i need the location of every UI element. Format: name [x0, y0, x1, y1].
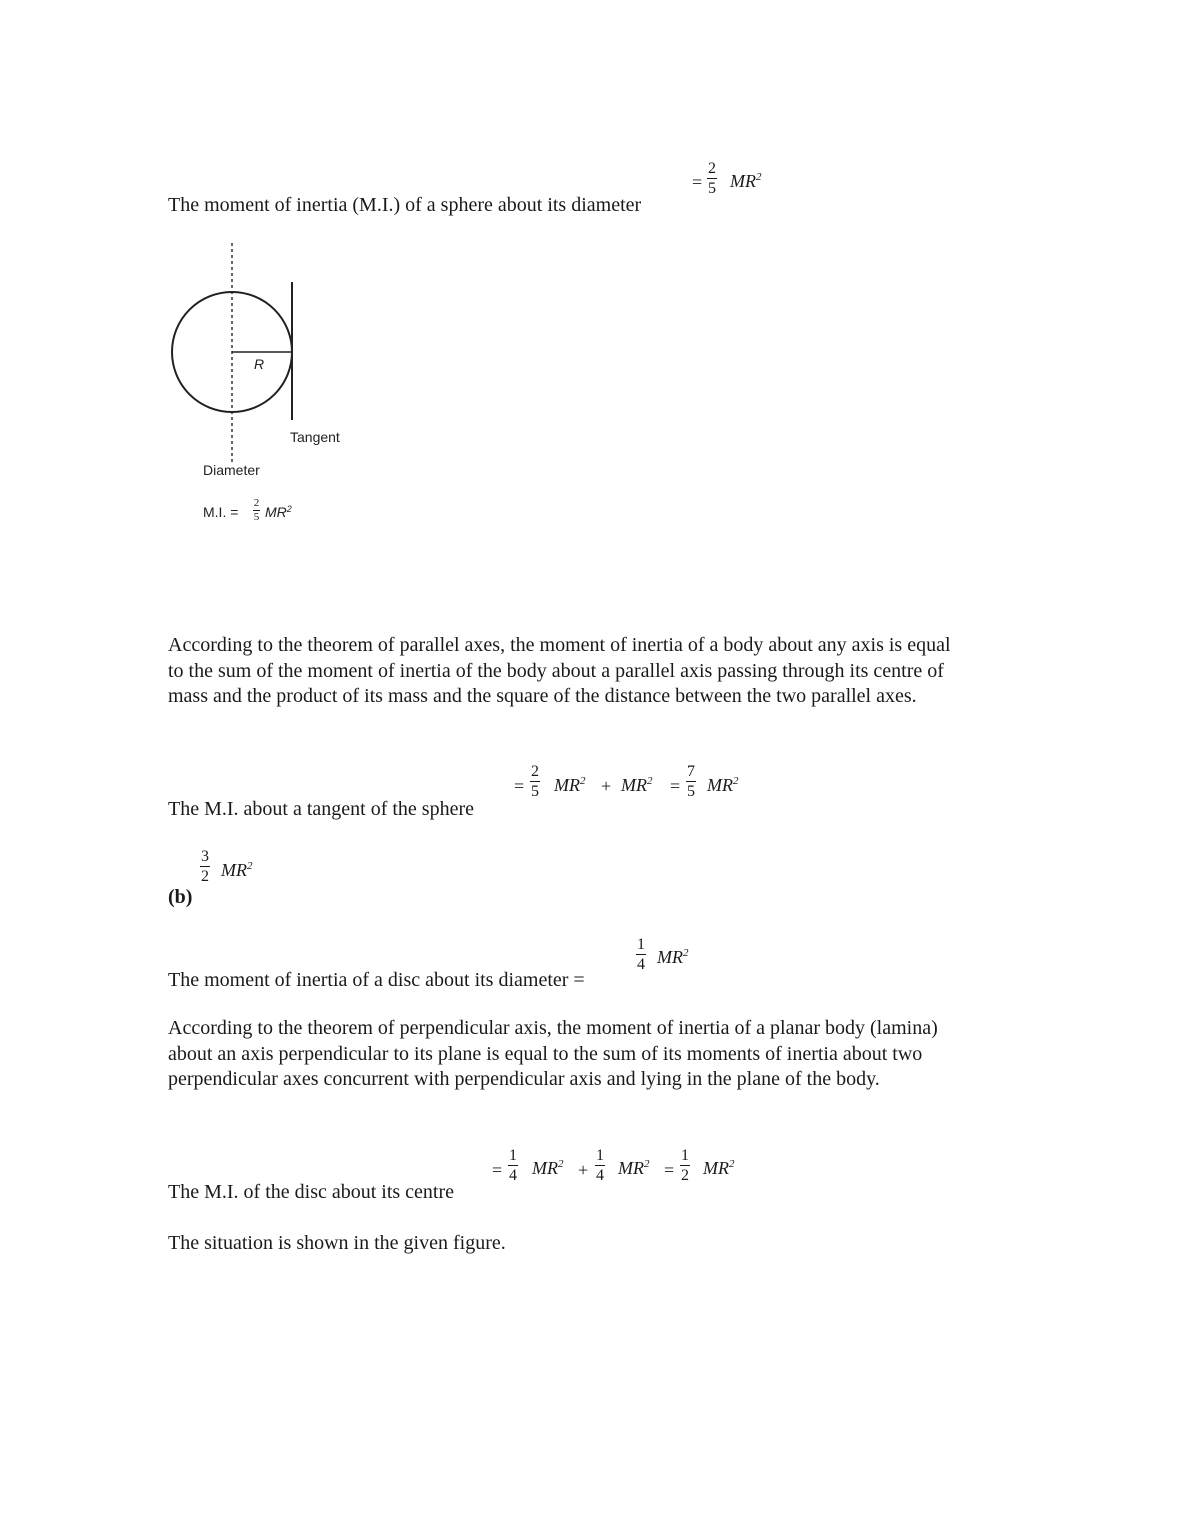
equals-sign: = [514, 776, 525, 796]
equals-sign: = [670, 776, 681, 796]
plus-sign: + [578, 1160, 589, 1180]
mr-squared-term: $MR^2$ [618, 1158, 650, 1178]
mr-squared-term: $MR^2$ [730, 171, 762, 191]
diameter-label: Diameter [203, 462, 260, 478]
mr-squared-term: $MR^2$ [221, 860, 253, 880]
mr-squared-term: $MR^2$ [554, 775, 586, 795]
figure-mi-prefix: M.I. = [203, 504, 239, 520]
mr-squared-term: $MR^2$ [621, 775, 653, 795]
final-sentence: The situation is shown in the given figure. [168, 1232, 506, 1254]
mr-squared-term: $MR^2$ [657, 947, 689, 967]
figure-mi-fraction: 2 5 [253, 497, 260, 523]
equals-sign: = [664, 1160, 675, 1180]
fraction-one-half: 1 2 [681, 1147, 689, 1184]
mr-squared-term: $MR^2$ [707, 775, 739, 795]
disc-diameter-text: The moment of inertia of a disc about its diameter = [168, 969, 585, 991]
fraction-two-fifths: 2 5 [708, 160, 716, 197]
fraction-seven-fifths: 7 5 [687, 763, 695, 800]
part-b-label: (b) [168, 886, 193, 908]
fraction-one-quarter: 1 4 [596, 1147, 604, 1184]
fraction-one-quarter: 1 4 [637, 936, 645, 973]
perpendicular-axis-paragraph: According to the theorem of perpendicular axis, the moment of inertia of a planar body (lamina) about an axis perpendicular to its plane is equal to the sum of its moments of inertia about two perpendicular axes concurrent with perpendicular axis and lying in the plane of the body. [168, 1017, 938, 1090]
equals-sign: = [692, 172, 703, 192]
fraction-one-quarter: 1 4 [509, 1147, 517, 1184]
sphere-diagram [160, 238, 360, 538]
radius-label: R [254, 356, 265, 372]
figure-mi-term: $MR^2$ [265, 504, 292, 520]
parallel-axes-paragraph: According to the theorem of parallel axes, the moment of inertia of a body about any axis is equal to the sum of the moment of inertia of the body about a parallel axis passing through its centre of mass and the product of its mass and the square of the distance between the two parallel axes. [168, 634, 951, 707]
mr-squared-term: $MR^2$ [532, 1158, 564, 1178]
fraction-two-fifths: 2 5 [531, 763, 539, 800]
mr-squared-term: $MR^2$ [703, 1158, 735, 1178]
tangent-mi-text: The M.I. about a tangent of the sphere [168, 798, 475, 820]
fraction-three-halves: 3 2 [201, 848, 209, 885]
sphere-diameter-text: The moment of inertia (M.I.) of a sphere about its diameter [168, 194, 642, 216]
equals-sign: = [492, 1160, 503, 1180]
tangent-label: Tangent [290, 429, 340, 445]
plus-sign: + [601, 776, 612, 796]
disc-centre-text: The M.I. of the disc about its centre [168, 1181, 455, 1203]
